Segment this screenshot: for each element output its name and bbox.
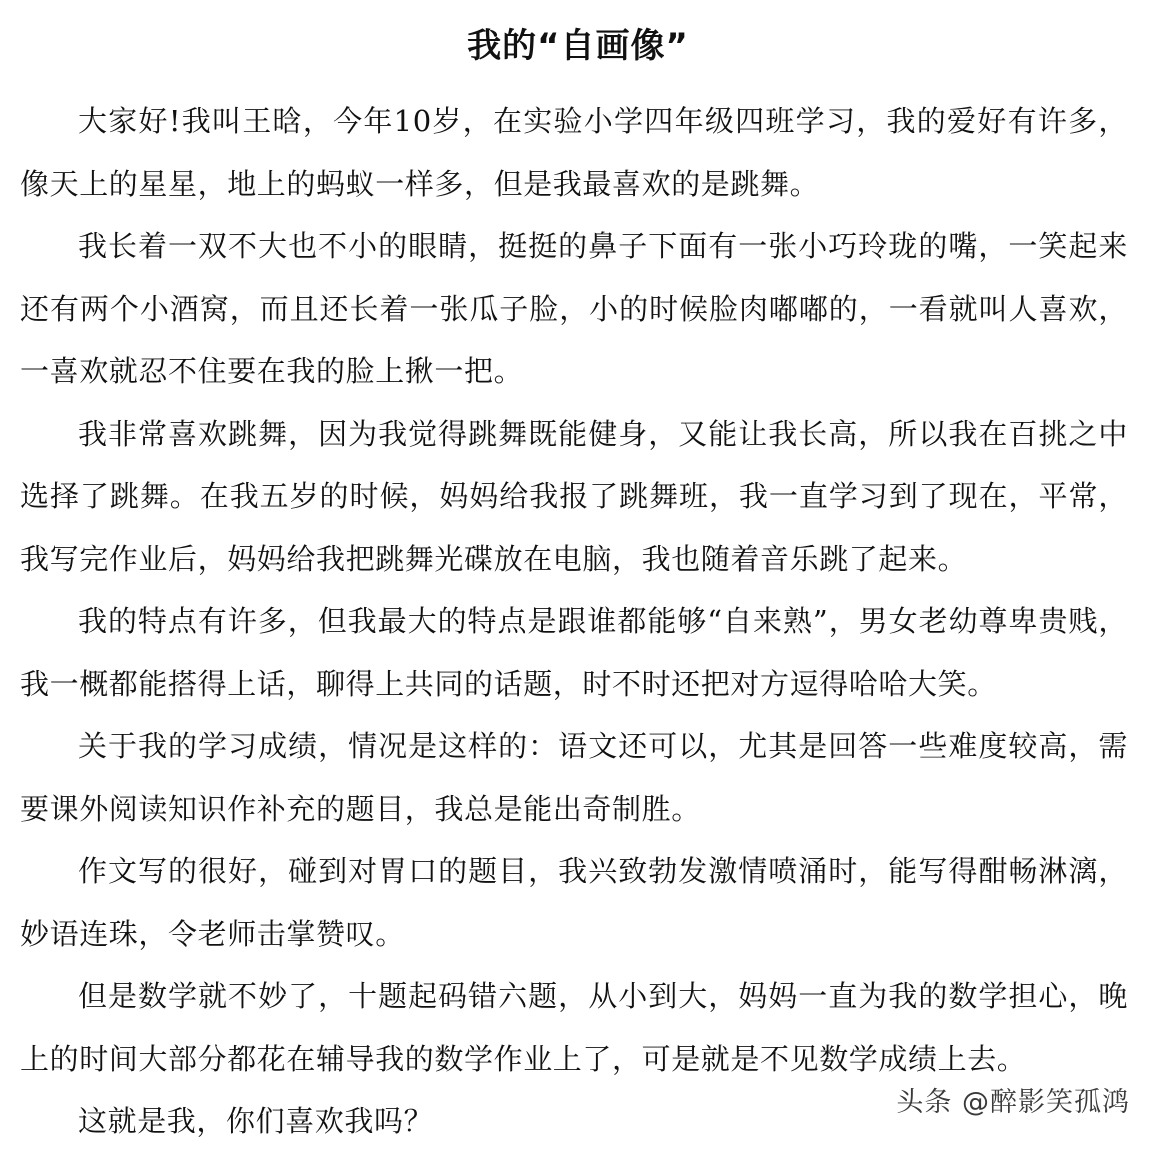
paragraph-appearance: 我长着一双不大也不小的眼睛，挺挺的鼻子下面有一张小巧玲珑的嘴，一笑起来还有两个小酒窝，而且还长着一张瓜子脸，小的时候脸肉嘟嘟的，一看就叫人喜欢，一喜欢就忍不住要在我的脸上揪一把。 (20, 229, 1128, 388)
document-title: 我的“自画像” (467, 26, 689, 66)
paragraph-intro: 大家好!我叫王晗，今年10岁，在实验小学四年级四班学习，我的爱好有许多，像天上的星星，地上的蚂蚁一样多，但是我最喜欢的是跳舞。 (20, 104, 1128, 201)
watermark-label: 头条 @醉影笑孤鸿 (896, 1087, 1130, 1118)
paragraph-traits: 我的特点有许多，但我最大的特点是跟谁都能够“自来熟”，男女老幼尊卑贵贱，我一概都能搭得上话，聊得上共同的话题，时不时还把对方逗得哈哈大笑。 (20, 604, 1128, 701)
paragraph-closing: 这就是我，你们喜欢我吗？ (78, 1104, 434, 1138)
document-body (20, 90, 1128, 1153)
paragraph-grades: 关于我的学习成绩，情况是这样的：语文还可以，尤其是回答一些难度较高，需要课外阅读知识作补充的题目，我总是能出奇制胜。 (20, 729, 1128, 826)
paragraph-writing: 作文写的很好，碰到对胃口的题目，我兴致勃发激情喷涌时，能写得酣畅淋漓，妙语连珠，令老师击掌赞叹。 (20, 854, 1128, 951)
paragraph-dance: 我非常喜欢跳舞，因为我觉得跳舞既能健身，又能让我长高，所以我在百挑之中选择了跳舞。在我五岁的时候，妈妈给我报了跳舞班，我一直学习到了现在，平常，我写完作业后，妈妈给我把跳舞光碟放在电脑，我也随着音乐跳了起来。 (20, 416, 1128, 576)
paragraph-math: 但是数学就不妙了，十题起码错六题，从小到大，妈妈一直为我的数学担心，晚上的时间大部分都花在辅导我的数学作业上了，可是就是不见数学成绩上去。 (20, 979, 1128, 1076)
